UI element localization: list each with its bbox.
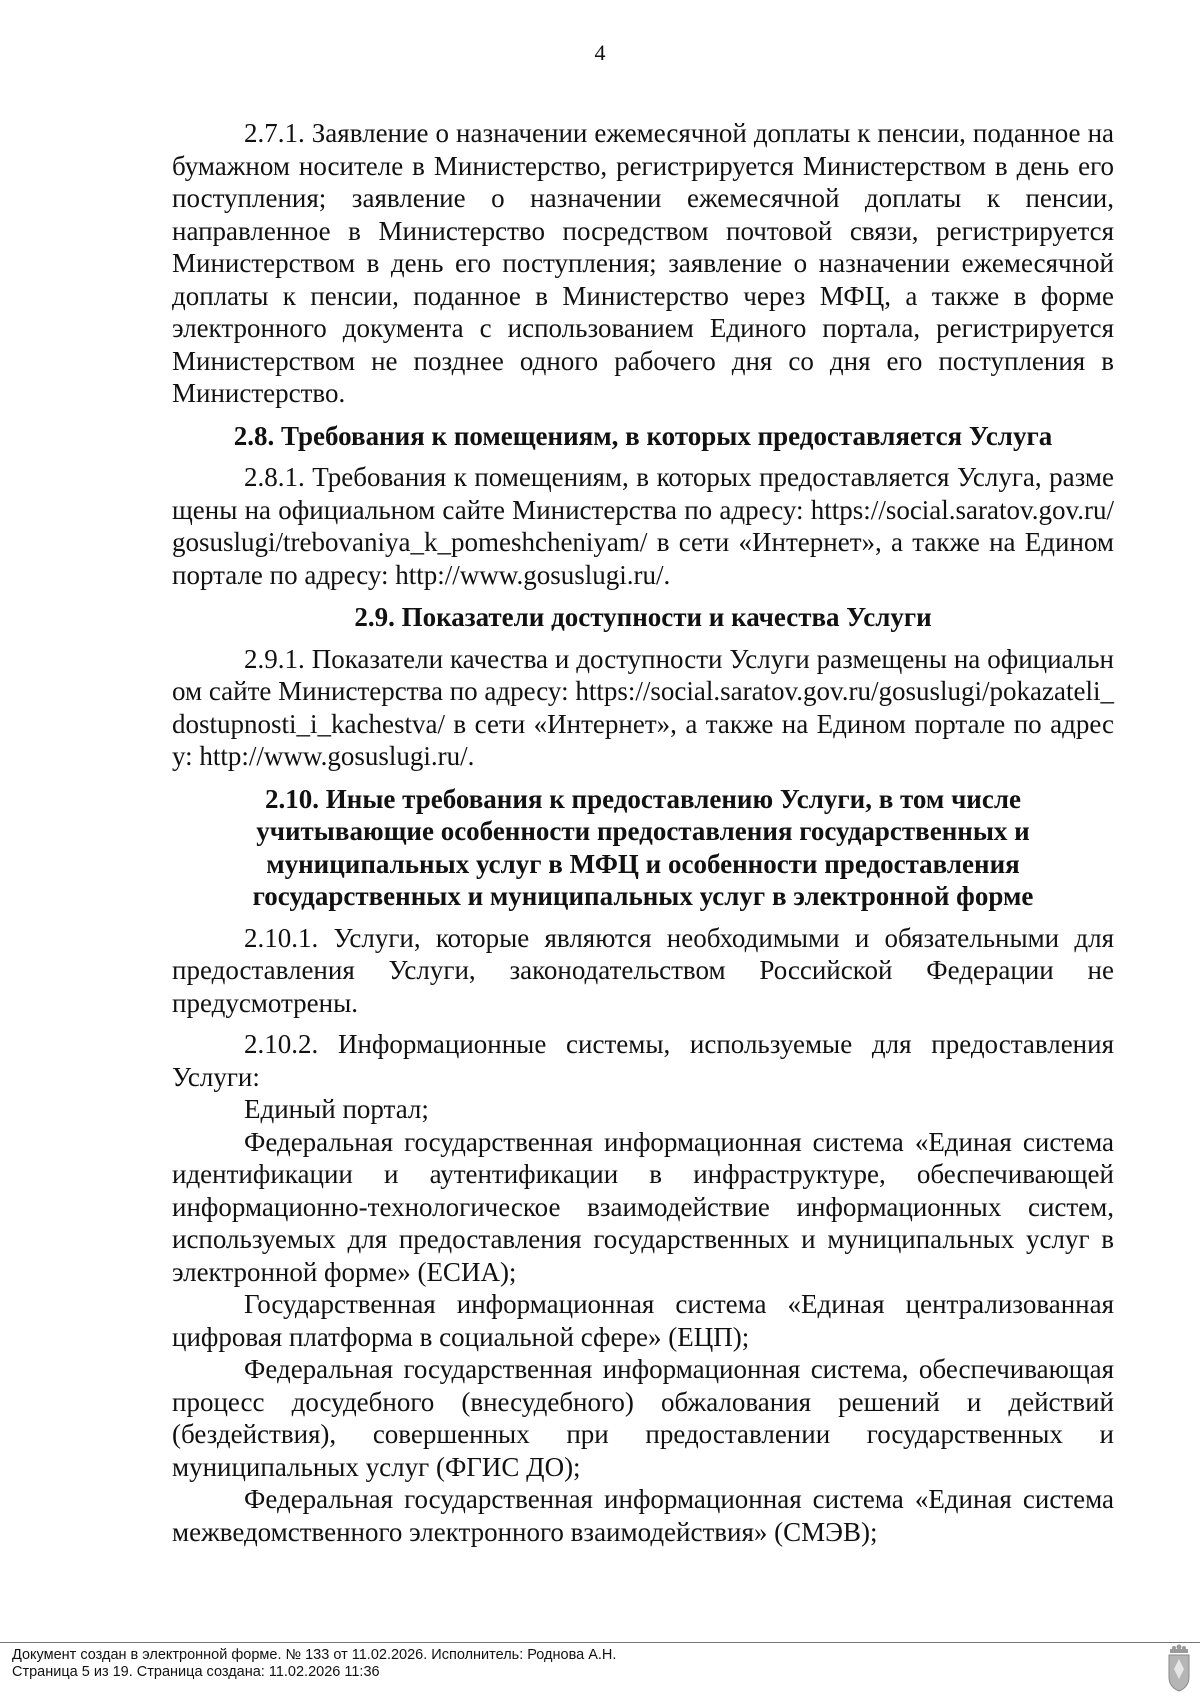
paragraph-2-7-1: 2.7.1. Заявление о назначении ежемесячной доплаты к пенсии, поданное на бумажном носителе в Министерство, регистрируется Министерством в день его поступления; заявление о назначении ежемесячной доплаты к пенсии, направленное в Министерство посредством почтовой связи, регистрируется Министерством в день его поступления; заявление о назначении ежемесячной доплаты к пенсии, поданное в Министерство через МФЦ, а также в форме электронного документа с использованием Единого портала, регистрируется Министерством не позднее одного рабочего дня со дня его поступления в Министерство. — [172, 118, 1114, 408]
document-footer — [12, 1647, 616, 1681]
page-number: 4 — [594, 40, 606, 65]
coat-of-arms-icon — [1166, 1643, 1192, 1693]
heading-2-10: 2.10. Иные требования к предоставлению Услуги, в том числе учитывающие особенности предоставления государственных и муниципальных услуг в МФЦ и особенности предоставления государственных и муниципальных услуг в электронной форме — [252, 783, 1034, 911]
heading-2-9: 2.9. Показатели доступности и качества Услуги — [354, 602, 932, 632]
footer-line-page: Страница 5 из 19. Страница создана: 11.02.2026 11:36 — [12, 1664, 380, 1680]
footer-divider — [0, 1642, 1200, 1643]
list-item-smev: Федеральная государственная информационная система «Единая система межведомственного электронного взаимодействия» (СМЭВ); — [172, 1484, 1114, 1547]
list-item-esia: Федеральная государственная информационная система «Единая система идентификации и аутентификации в инфраструктуре, обеспечивающей информационно-технологическое взаимодействие информационных систем, используемых для предоставления государственных и муниципальных услуг в электронной форме» (ЕСИА); — [172, 1126, 1114, 1287]
paragraph-2-10-2: 2.10.2. Информационные системы, используемые для предоставления Услуги: — [172, 1029, 1114, 1092]
list-item-fgis-do: Федеральная государственная информационная система, обеспечивающая процесс досудебного (внесудебного) обжалования решений и действий (бездействия), совершенных при предоставлении государственных и муниципальных услуг (ФГИС ДО); — [172, 1354, 1114, 1482]
paragraph-2-10-1: 2.10.1. Услуги, которые являются необходимыми и обязательными для предоставления Услуги, законодательством Российской Федерации не предусмотрены. — [172, 922, 1114, 1018]
list-item-ecp: Государственная информационная система «Единая централизованная цифровая платформа в социальной сфере» (ЕЦП); — [172, 1289, 1114, 1352]
list-item-portal: Единый портал; — [244, 1094, 429, 1124]
paragraph-2-9-1: 2.9.1. Показатели качества и доступности Услуги размещены на официальном сайте Министерства по адресу: https://social.saratov.gov.ru/gosuslugi/pokazateli_dostupnosti_i_kachestva/ в сети «Интернет», а также на Едином портале по адресу: http://www.gosuslugi.ru/. — [172, 643, 1114, 771]
paragraph-2-8-1: 2.8.1. Требования к помещениям, в которых предоставляется Услуга, размещены на официальном сайте Министерства по адресу: https://social.saratov.gov.ru/gosuslugi/trebovaniya_k_pomeshcheniyam/ в сети «Интернет», а также на Едином портале по адресу: http://www.gosuslugi.ru/. — [172, 462, 1114, 590]
footer-line-document: Документ создан в электронной форме. № 133 от 11.02.2026. Исполнитель: Роднова А.Н. — [12, 1647, 617, 1663]
heading-2-8: 2.8. Требования к помещениям, в которых предоставляется Услуга — [233, 420, 1053, 451]
document-body — [172, 117, 1114, 1548]
